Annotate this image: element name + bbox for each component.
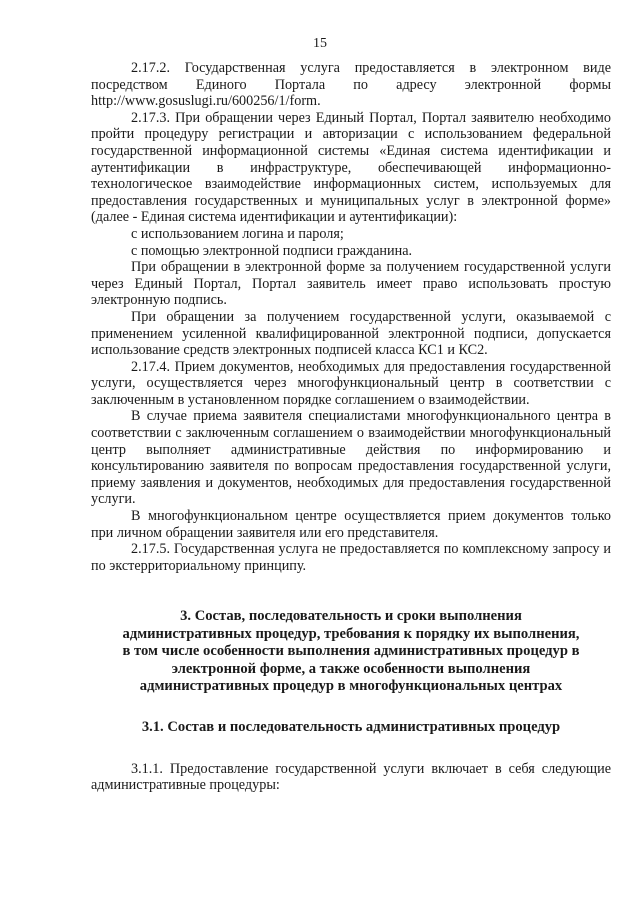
subsection-title: 3.1. Состав и последовательность административных процедур (141, 719, 561, 736)
paragraph-2-17-4: 2.17.4. Прием документов, необходимых для предоставления государственной услуги, осуществляется через многофункциональный центр в соответствии с заключенным в установленном порядке соглашением о взаимодействии. (91, 358, 611, 408)
paragraph-enhanced-signature: При обращении за получением государственной услуги, оказываемой с применением усиленной квалифицированной электронной подписи, допускается использование средств электронных подписей класса КС1 и КС2. (91, 308, 611, 359)
paragraph-signature: с помощью электронной подписи гражданина. (131, 242, 413, 259)
paragraph-2-17-2: 2.17.2. Государственная услуга предоставляется в электронном виде посредством Единого Портала по адресу электронной формы http://www.gosuslugi.ru/600256/1/form. (91, 60, 611, 110)
paragraph-simple-signature: При обращении в электронной форме за получением государственной услуги через Единый Портал, Портал заявитель имеет право использовать простую электронную подпись. (91, 259, 611, 309)
document-body (91, 60, 611, 794)
paragraph-mfc-personal: В многофункциональном центре осуществляется прием документов только при личном обращении заявителя или его представителя. (91, 508, 611, 541)
paragraph-3-1-1: 3.1.1. Предоставление государственной услуги включает в себя следующие административные процедуры: (91, 760, 611, 794)
paragraph-2-17-5: 2.17.5. Государственная услуга не предоставляется по комплексному запросу и по экстерриториальному принципу. (91, 541, 611, 574)
section-title: 3. Состав, последовательность и сроки выполнения административных процедур, требования к порядку их выполнения, в том числе особенности выполнения административных процедур в электронной форме, а также особенности выполнения административных процедур в многофункциональных центрах (122, 608, 580, 695)
paragraph-mfc-reception: В случае приема заявителя специалистами многофункционального центра в соответствии с заключенным соглашением о взаимодействии многофункциональный центр выполняет административные действия по информированию и консультированию заявителя по вопросам предоставления государственной услуги, приему заявления и документов, необходимых для предоставления государственной услуги. (91, 408, 611, 508)
paragraph-2-17-3: 2.17.3. При обращении через Единый Портал, Портал заявителю необходимо пройти процедуру регистрации и авторизации с использованием федеральной государственной информационной системы «Единая система идентификации и аутентификации в инфраструктуре, обеспечивающей информационно-технологическое взаимодействие информационных систем, используемых для предоставления государственных и муниципальных услуг в электронной форме» (далее - Единая система идентификации и аутентификации): (91, 109, 611, 226)
paragraph-login: с использованием логина и пароля; (131, 225, 344, 242)
page-number: 15 (313, 36, 327, 51)
